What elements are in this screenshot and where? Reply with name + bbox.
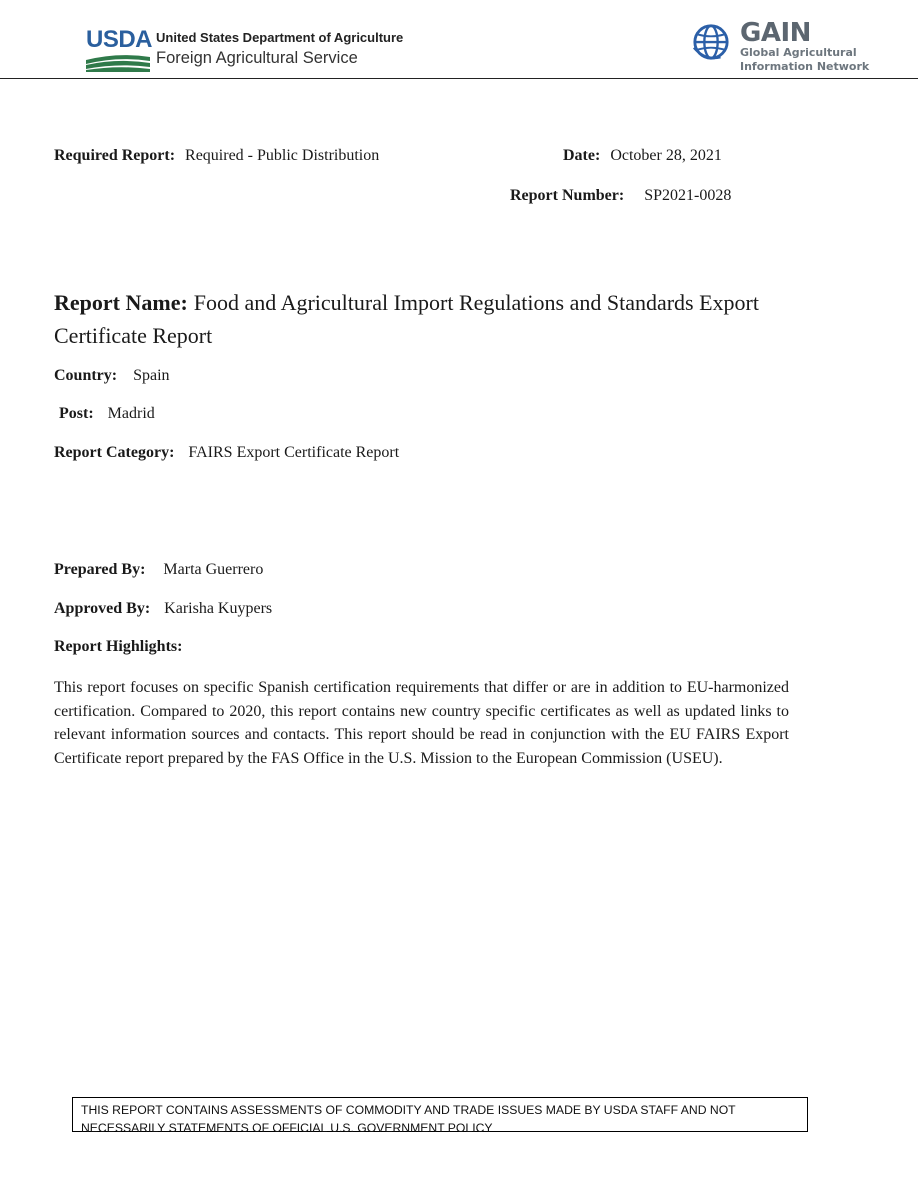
report-highlights-heading <box>54 638 192 656</box>
required-report-label: Required Report: <box>54 147 176 164</box>
header-divider <box>0 78 918 79</box>
report-number-label: Report Number: <box>510 187 625 204</box>
usda-fields-icon <box>86 54 150 72</box>
report-category-label: Report Category: <box>54 444 175 461</box>
usda-fas-logo <box>86 28 426 74</box>
usda-wordmark: USDA <box>86 26 153 53</box>
country-value: Spain <box>133 367 170 384</box>
report-name-label: Report Name: <box>54 290 188 315</box>
usda-department-name: United States Department of Agriculture <box>156 30 404 45</box>
gain-logo <box>690 18 880 76</box>
post-label: Post: <box>59 405 94 422</box>
gain-wordmark: GAIN <box>740 18 811 48</box>
prepared-by-row <box>54 561 263 579</box>
approved-by-row <box>54 600 272 618</box>
report-number-value: SP2021-0028 <box>644 187 732 204</box>
globe-icon <box>692 23 730 61</box>
prepared-by-label: Prepared By: <box>54 561 146 578</box>
disclaimer-box: THIS REPORT CONTAINS ASSESSMENTS OF COMMODITY AND TRADE ISSUES MADE BY USDA STAFF AND NOT NECESSARILY STATEMENTS OF OFFICIAL U.S. GOVERNMENT POLICY <box>72 1097 808 1132</box>
date-value: October 28, 2021 <box>610 147 722 164</box>
gain-subtitle <box>740 46 869 73</box>
report-category-row <box>54 444 399 462</box>
usda-agency-name: Foreign Agricultural Service <box>156 49 358 67</box>
post-value: Madrid <box>107 405 155 422</box>
report-name-value: Food and Agricultural Import Regulations and Standards Export Certificate Report <box>54 290 759 348</box>
required-report-row <box>54 147 379 165</box>
approved-by-value: Karisha Kuypers <box>164 600 273 617</box>
approved-by-label: Approved By: <box>54 600 151 617</box>
gain-subtitle-line1: Global Agricultural <box>740 46 857 59</box>
prepared-by-value: Marta Guerrero <box>163 561 264 578</box>
report-number-row <box>510 187 731 205</box>
date-label: Date: <box>563 147 601 164</box>
date-row <box>563 147 722 165</box>
post-row <box>59 405 155 423</box>
report-highlights-label: Report Highlights: <box>54 638 183 655</box>
report-name <box>54 286 814 352</box>
required-report-value: Required - Public Distribution <box>185 147 380 164</box>
report-category-value: FAIRS Export Certificate Report <box>188 444 400 461</box>
gain-subtitle-line2: Information Network <box>740 59 870 73</box>
country-label: Country: <box>54 367 118 384</box>
report-highlights-text: This report focuses on specific Spanish certification requirements that differ or are in addition to EU-harmonized certification. Compared to 2020, this report contains new country specific certificates as well as updated links to relevant information sources and contacts. This report should be read in conjunction with the EU FAIRS Export Certificate report prepared by the FAS Office in the U.S. Mission to the European Commission (USEU). <box>54 679 789 767</box>
country-row <box>54 367 170 385</box>
